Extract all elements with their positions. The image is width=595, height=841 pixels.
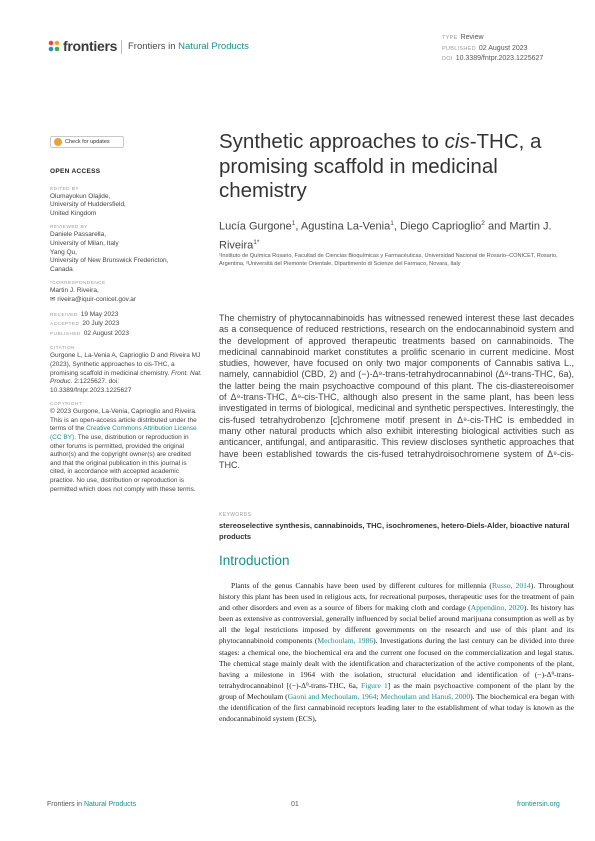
title-part: -THC, a promising scaffold in medicinal chemistry [219, 130, 542, 202]
license-link[interactable]: Creative Commons Attribution License (CC BY). [50, 425, 197, 442]
author-name[interactable]: Diego Caprioglio [399, 220, 482, 233]
footer-site-link[interactable]: frontiersin.org [517, 801, 560, 808]
frontiers-logo-text: frontiers [63, 38, 118, 54]
updates-icon [54, 138, 62, 146]
citation [50, 345, 202, 395]
published-value: 02 August 2023 [478, 44, 528, 52]
reviewer-affil: University of Milan, Italy [50, 239, 119, 247]
reviewed-by-label: REVIEWED BY [50, 225, 88, 231]
correspondence-email[interactable]: ✉ riveira@iquir-conicet.gov.ar [50, 295, 136, 303]
page-number: 01 [291, 801, 299, 808]
received-label: RECEIVED [50, 312, 78, 318]
footer-journal [47, 801, 136, 808]
dates [50, 311, 202, 340]
reference-link[interactable]: Mechoulam and Hanuš, 2000 [380, 691, 471, 701]
abstract: The chemistry of phytocannabinoids has witnessed renewed interest these last decades as a consequence of reduced restrictions, research on the endocannabinoid system and the development of approved therapeutic treatments based on cannabinoids. The medicinal cannabinoid market constitutes a prolific scenario in current medicine. Most studies, however, have focused on only two major components of Cannabis sativa L., namely, cannabidiol (CBD, 2) and (−)-Δ⁹-trans-tetrahydrocannabinol (Δ⁹-trans-THC, 6a), the latter being the main psychoactive compound of this plant. The cis-diastereoisomer of Δ⁹-trans-THC, Δ⁹-cis-THC, although also present in the same plant, has been less investigated in terms of biological, medicinal and synthetic perspectives. Interestingly, the cis-fused tetrahydrobenzo [c]chromene motif present in Δ⁹-cis-THC is embedded in many other natural products which also exhibit interesting biological activities such as anticancer, antifungal, and antiparasitic. This review discloses synthetic approaches that have been established towards the cis-fused tetrahydroisochromene system of Δ⁹-cis-THC. [219, 313, 574, 470]
check-updates-label: Check for updates [65, 139, 110, 145]
article-sidebar [50, 168, 202, 500]
author-list: Lucía Gurgone$^1$, Agustina La-Venia$^1$, Diego Caprioglio$^2$ and Martin J. Riveira$^{1*}$ [219, 220, 552, 252]
author-name[interactable]: Agustina La-Venia [300, 220, 391, 233]
body-text: ). Investigations during the last century can be divided into three stages: a chemical one, the biochemical era and the current one focused on the commercialization and legal status. The chemical stage mainly dealt with the identification and characterization of the active components of the plant, having a milestone in 1964 with the isolation, structural elucidation and identification of (−)-Δ⁹-trans-tetrahydrocannabinol [(−)-Δ⁹-trans-THC, 6a, [219, 636, 574, 690]
open-access-label: OPEN ACCESS [50, 168, 101, 175]
edited-by [50, 186, 202, 219]
editor-country: United Kingdom [50, 209, 97, 217]
body-text: Plants of the genus Cannabis have been used by different cultures for millennia ( [231, 581, 492, 590]
journal-name[interactable] [128, 41, 249, 52]
received-date: 19 May 2023 [80, 310, 119, 318]
doi-link[interactable]: 10.3389/fntpr.2023.1225627 [455, 55, 544, 63]
citation-volume: 2:1225627. [72, 378, 107, 386]
check-for-updates-button[interactable] [50, 136, 124, 148]
article-meta [442, 33, 582, 65]
editor-affil: University of Huddersfield, [50, 201, 126, 209]
reviewer-country: Canada [50, 265, 73, 273]
reference-link[interactable]: Mechoulam, 1986 [317, 636, 374, 646]
copyright-text: © 2023 Gurgone, La-Venia, Caprioglio and Riveira. This is an open-access article distributed under the terms of the [50, 408, 197, 433]
edited-by-label: EDITED BY [50, 186, 79, 192]
reviewer-name: Daniele Passarella, [50, 231, 107, 239]
author-sup: 1 [390, 220, 394, 227]
header-divider [121, 40, 122, 54]
journal-title: Natural Products [178, 41, 249, 52]
reviewed-by [50, 224, 202, 274]
published-label: PUBLISHED [442, 45, 476, 52]
author-sup: 1 [291, 220, 296, 227]
reviewer-name: Yang Qu, [50, 248, 77, 256]
body-text: ; [376, 691, 381, 701]
copyright-label: COPYRIGHT [50, 402, 83, 408]
accepted-date: 20 July 2023 [82, 320, 120, 328]
doi-label: DOI [442, 56, 453, 63]
type-label: TYPE [442, 35, 458, 41]
title-part: Synthetic approaches to [219, 130, 445, 153]
citation-doi[interactable]: doi: 10.3389/fntpr.2023.1225627 [50, 378, 132, 394]
section-heading-introduction: Introduction [219, 553, 290, 568]
citation-label: CITATION [50, 346, 75, 352]
type-value: Review [460, 34, 484, 41]
article-title [219, 130, 569, 204]
reference-link[interactable]: Russo, 2014 [491, 581, 531, 590]
body-text: ). Throughout history this plant has been used in religious acts, for recreational purposes, therapeutic uses for the treatment of pain and other disorders and even as a source of fibers for making cloth and cordage ( [219, 581, 574, 613]
author-name[interactable]: Martin J. Riveira [219, 220, 552, 252]
footer-journal-name: Natural Products [83, 801, 137, 808]
body-text: ] as the main psychoactive component of the plant by the group of Mechoulam ( [219, 680, 574, 701]
frontiers-logo-icon [47, 39, 61, 53]
accepted-label: ACCEPTED [50, 322, 80, 328]
affiliations: ¹Instituto de Química Rosario, Facultad de Ciencias Bioquímicas y Farmacéuticas, Universidad Nacional de Rosario–CONICET, Rosario, Argentina, ²Università del Piemonte Orientale, Dipartimento di Scienze del Farmaco, Novara, Italy [219, 253, 558, 267]
reviewer-affil: University of New Brunswick Fredericton, [50, 257, 169, 265]
editor-name: Olumayokun Olajide, [50, 192, 111, 200]
introduction-paragraph [219, 580, 574, 724]
body-text: ). Its history has been as extensive as controversial, generally influenced by social belief around marijuana consumption as well as by all the legal restrictions imposed by different governments on the research and use of this plant and its phytocannabinoid components ( [219, 603, 575, 646]
title-italic: cis [444, 130, 470, 153]
footer-prefix: Frontiers in [47, 801, 84, 808]
correspondence-name: Martin J. Riveira, [50, 287, 99, 295]
keywords: stereoselective synthesis, cannabinoids, THC, isochromenes, hetero-Diels-Alder, bioactive natural products [219, 521, 570, 541]
body-text: ). The biochemical era began with the identification of the first cannabinoid receptors leading later to the establishment of what today is known as the endocannabinoid system (ECS), [219, 691, 574, 724]
author-sup: 2 [481, 220, 485, 227]
copyright [50, 401, 202, 494]
published-date: 02 August 2023 [83, 329, 129, 337]
author-name[interactable]: Lucía Gurgone [219, 220, 292, 233]
copyright-text-cont: The use, distribution or reproduction in other forums is permitted, provided the original author(s) and the copyright owner(s) are credited and that the original publication in this journal is cited, in accordance with accepted academic practice. No use, distribution or reproduction is permitted which does not comply with these terms. [50, 434, 196, 493]
reference-link[interactable]: Appendino, 2020 [470, 603, 524, 613]
correspondence-label: *CORRESPONDENCE [50, 281, 106, 287]
correspondence [50, 280, 202, 304]
citation-text: Gurgone L, La-Venia A, Caprioglio D and Riveira MJ (2023), Synthetic approaches to cis-THC, a promising scaffold in medicinal chemistry. [50, 352, 201, 377]
published-label: PUBLISHED [50, 331, 81, 337]
journal-prefix: Frontiers in [128, 41, 179, 52]
figure-link[interactable]: Figure 1 [360, 680, 388, 690]
reference-link[interactable]: Gaoni and Mechoulam, 1964 [287, 691, 377, 701]
citation-journal: Front. Nat. Produc. [50, 369, 202, 386]
author-sup: 1* [253, 239, 260, 247]
keywords-label: KEYWORDS [219, 512, 252, 518]
